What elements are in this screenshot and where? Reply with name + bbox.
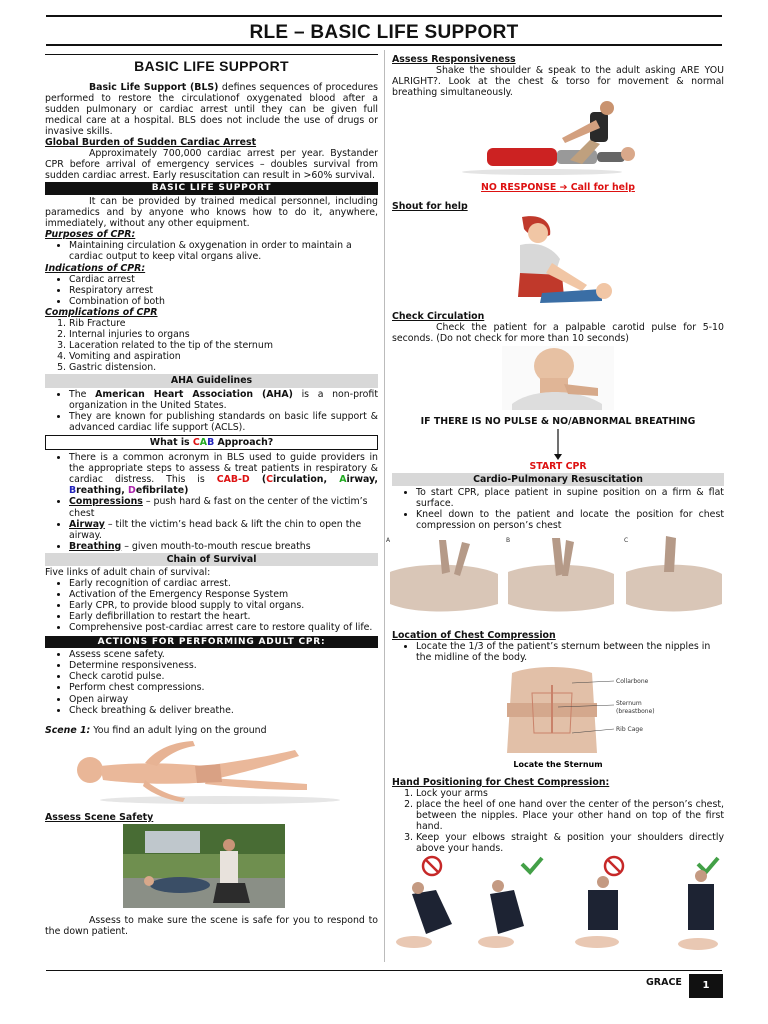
chain-list: [45, 578, 378, 633]
correct-icon: [522, 858, 542, 872]
assess-safety-text: Assess to make sure the scene is safe for you to respond to the down patient.: [45, 914, 378, 937]
title-rule: [46, 44, 722, 46]
list-item: • Open airway: [69, 694, 378, 705]
shout-for-help-illustration: [392, 213, 724, 309]
responsiveness-photo: [392, 98, 724, 178]
list-item: 3. Keep your elbows straight & position your shoulders directly above your hands.: [416, 832, 724, 854]
circulation-text: Check the patient for a palpable carotid pulse for 5-10 seconds. (Do not check for more than 10 seconds): [392, 321, 724, 344]
aha-text: The: [69, 388, 96, 400]
cab-text: (: [249, 474, 267, 486]
list-item: 2. Internal injuries to organs: [69, 329, 378, 340]
aha-term: American Heart Association (AHA): [95, 388, 293, 400]
list-item: [69, 452, 378, 496]
list-item: [69, 496, 378, 518]
cab-text: – push hard & fast on the center of the victim’s chest: [69, 496, 368, 519]
cab-text: There is a common acronym in BLS used to guide providers in the appropriate steps to assess & treat patients in respiratory & cardiac distress. This is: [69, 452, 378, 486]
chain-intro: Five links of adult chain of survival:: [45, 566, 211, 578]
list-item: • Check breathing & deliver breathe.: [69, 705, 378, 716]
list-item: • To start CPR, place patient in supine position on a firm & flat surface.: [416, 487, 724, 509]
burden-heading: Global Burden of Sudden Cardiac Arrest: [45, 136, 257, 148]
list-item: • Perform chest compressions.: [69, 682, 378, 693]
list-item: • Early CPR, to provide blood supply to vital organs.: [69, 600, 378, 611]
compression-steps-figure: [384, 532, 724, 624]
list-item: [69, 541, 378, 552]
bls-text: It can be provided by trained medical personnel, including paramedics and by anyone who knows how to do it, anywhere, immediately, without any other equipment.: [45, 195, 378, 230]
scene-line: [45, 725, 378, 736]
aha-text: is a non-profit organization in the United States.: [69, 388, 378, 411]
list-item: 1. Lock your arms: [416, 788, 724, 799]
footer-name: GRACE: [646, 977, 682, 988]
cab-text: irculation,: [273, 474, 340, 486]
cpr-bar: Cardio-Pulmonary Resuscitation: [392, 473, 724, 486]
figure-label-c: C: [624, 536, 629, 544]
cab-letter: D: [128, 485, 136, 497]
cab-text: – tilt the victim’s head back & lift the chin to open the airway.: [69, 518, 362, 541]
list-item: • Maintaining circulation & oxygenation in order to maintain a cardiac output to keep vital organs alive.: [69, 240, 378, 262]
cab-box: [45, 435, 378, 450]
label-breastbone: (breastbone): [616, 707, 655, 715]
cab-text: efibrilate): [135, 485, 189, 497]
scene-safety-photo: [45, 823, 378, 909]
scene-label: Scene 1:: [45, 724, 91, 736]
aha-list: [45, 389, 378, 433]
cab-term: Airway: [69, 518, 105, 530]
indications-heading: Indications of CPR:: [45, 262, 146, 274]
label-sternum: Sternum: [616, 699, 642, 707]
section-title: BASIC LIFE SUPPORT: [45, 54, 378, 75]
list-item: • They are known for publishing standards on basic life support & advanced cardiac life support (ACLS).: [69, 411, 378, 433]
label-rib-cage: Rib Cage: [616, 725, 643, 733]
no-response-text: Call for help: [567, 182, 635, 194]
cab-text: irway,: [346, 474, 378, 486]
manikin-image: [45, 736, 378, 808]
cab-letter: B: [207, 436, 215, 448]
cab-letter: A: [199, 436, 208, 448]
intro-paragraph: [45, 82, 378, 137]
hand-heading: Hand Positioning for Chest Compression:: [392, 776, 610, 788]
responsiveness-heading: Assess Responsiveness: [392, 54, 516, 65]
intro-text: defines sequences of procedures performed to restore the circulationof oxygenated blood after a sudden pulmonary or cardiac arrest until they can be given full medical care at a hospital. BLS does not include the use of drugs or invasive skills.: [45, 81, 379, 137]
bls-bar: BASIC LIFE SUPPORT: [45, 182, 378, 195]
page-title: RLE – BASIC LIFE SUPPORT: [249, 22, 519, 43]
list-item: 4. Vomiting and aspiration: [69, 351, 378, 362]
wrong-icon: [423, 857, 441, 875]
responsiveness-text: Shake the shoulder & speak to the adult asking ARE YOU ALRIGHT?. Look at the chest & torso for movement & normal breathing simultaneously.: [392, 65, 724, 99]
no-pulse-text: IF THERE IS NO PULSE & NO/ABNORMAL BREATHING: [420, 415, 696, 427]
arrow-right-icon: ➔: [559, 182, 568, 194]
list-item: [69, 519, 378, 541]
complications-heading: Complications of CPR: [45, 306, 158, 318]
cab-letter: A: [339, 474, 347, 486]
label-collarbone: Collarbone: [616, 677, 649, 685]
actions-bar: ACTIONS FOR PERFORMING ADULT CPR:: [45, 636, 378, 649]
bls-term: Basic Life Support (BLS): [89, 81, 219, 93]
cab-acronym: CAB-D: [216, 474, 250, 486]
footer-rule: [46, 970, 722, 971]
cab-letter: B: [69, 485, 77, 497]
list-item: [69, 389, 378, 411]
cab-box-text: What is: [149, 436, 193, 448]
list-item: • Assess scene safety.: [69, 649, 378, 660]
list-item: 3. Laceration related to the tip of the sternum: [69, 340, 378, 351]
left-column: [45, 54, 378, 937]
list-item: • Kneel down to the patient and locate the position for chest compression on person’s chest: [416, 509, 724, 531]
aha-bar: AHA Guidelines: [45, 374, 378, 387]
cab-letter: C: [266, 474, 274, 486]
list-item: 1. Rib Fracture: [69, 318, 378, 329]
no-response-text: NO RESPONSE: [481, 182, 560, 194]
complications-list: [45, 318, 378, 373]
purposes-list: [45, 240, 378, 262]
chain-bar: Chain of Survival: [45, 553, 378, 566]
location-heading: Location of Chest Compression: [392, 629, 556, 641]
carotid-pulse-photo: [392, 344, 724, 412]
correct-icon: [698, 858, 718, 872]
cab-letter: C: [192, 436, 200, 448]
purposes-heading: Purposes of CPR:: [45, 229, 136, 241]
page-number: 1: [689, 974, 723, 998]
cab-list: [45, 452, 378, 552]
hand-steps-list: [392, 788, 724, 855]
column-divider: [384, 50, 385, 962]
list-item: • Activation of the Emergency Response System: [69, 589, 378, 600]
right-column: [386, 54, 724, 954]
sternum-diagram: [392, 663, 724, 771]
shout-heading: Shout for help: [392, 201, 468, 213]
sternum-caption: Locate the Sternum: [513, 759, 603, 769]
cpr-steps-list: [392, 487, 724, 531]
location-list: [392, 641, 724, 663]
no-response-callout: [392, 182, 724, 193]
wrong-icon: [605, 857, 623, 875]
cab-term: Breathing: [69, 540, 122, 552]
list-item: • Respiratory arrest: [69, 285, 378, 296]
list-item: • Check carotid pulse.: [69, 671, 378, 682]
list-item: 5. Gastric distension.: [69, 362, 378, 373]
list-item: • Early recognition of cardiac arrest.: [69, 578, 378, 589]
start-cpr-text: START CPR: [529, 460, 587, 472]
list-item: • Locate the 1/3 of the patient’s sternum between the nipples in the midline of the body.: [416, 641, 724, 663]
cab-text: – given mouth-to-mouth rescue breaths: [121, 540, 311, 552]
list-item: • Early defibrillation to restart the heart.: [69, 611, 378, 622]
list-item: • Determine responsiveness.: [69, 660, 378, 671]
figure-label-b: B: [506, 536, 511, 544]
cab-box-text: Approach?: [214, 436, 274, 448]
burden-text: Approximately 700,000 cardiac arrest per year. Bystander CPR before arrival of emergency services – doubles survival from sudden cardiac arrest. Early resuscitation can result in >60% survival.: [45, 148, 378, 182]
list-item: 2. place the heel of one hand over the center of the person’s chest, between the nipples. Place your other hand on top of the first hand.: [416, 799, 724, 832]
hand-positioning-figure: [392, 854, 724, 954]
figure-label-a: A: [386, 536, 391, 544]
cab-text: reathing,: [76, 485, 129, 497]
top-rule: [46, 15, 722, 17]
cab-term: Compressions: [69, 496, 143, 508]
arrow-down-icon: [392, 427, 724, 461]
assess-safety-heading: Assess Scene Safety: [45, 811, 154, 823]
list-item: • Comprehensive post-cardiac arrest care to restore quality of life.: [69, 622, 378, 633]
list-item: • Combination of both: [69, 296, 378, 307]
list-item: • Cardiac arrest: [69, 274, 378, 285]
indications-list: [45, 274, 378, 307]
actions-list: [45, 649, 378, 716]
circulation-heading: Check Circulation: [392, 310, 485, 322]
scene-text: You find an adult lying on the ground: [90, 724, 267, 736]
